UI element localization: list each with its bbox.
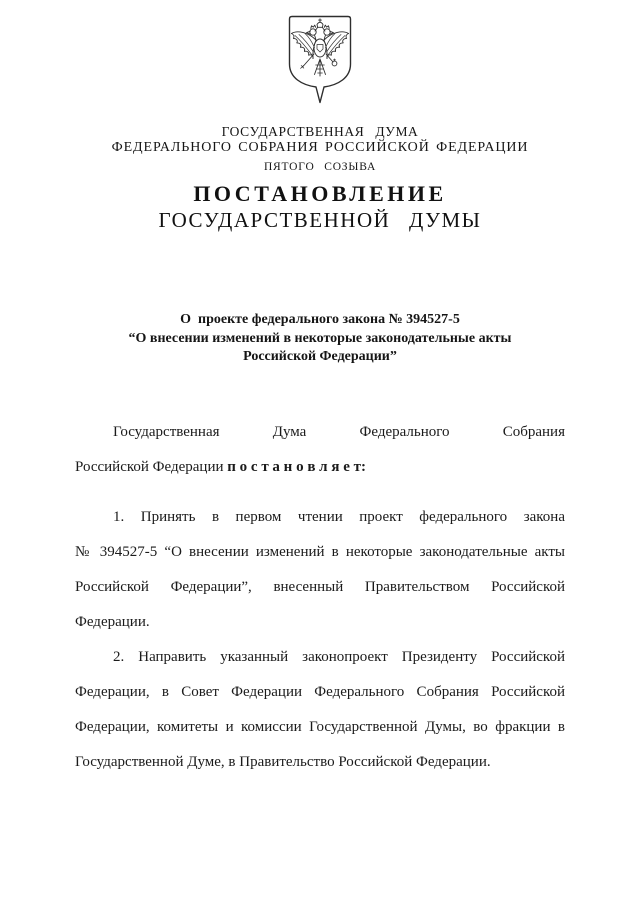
document-title [0, 180, 640, 233]
paragraph-line [75, 535, 565, 570]
document-issuer-title: ГОСУДАРСТВЕННОЙ ДУМЫ [158, 208, 482, 232]
paragraph-line [75, 500, 565, 535]
paragraph-line [75, 605, 565, 640]
body-text: 2. Направить указанный законопроект Президенту Российской [113, 649, 565, 665]
body-text: Федерации, комитеты и комиссии Государственной Думы, во фракции в [75, 719, 565, 735]
org-name-duma: ГОСУДАРСТВЕННАЯ ДУМА [221, 124, 419, 139]
subject-line: Российской Федерации” [243, 349, 397, 364]
body-text: Федерации. [75, 614, 150, 630]
subject-line: О проекте федерального закона № 394527-5 [180, 312, 460, 327]
paragraph [75, 640, 565, 780]
org-convocation: ПЯТОГО СОЗЫВА [263, 161, 377, 173]
org-header [0, 124, 640, 174]
subject-line: “О внесении изменений в некоторые законодательные акты [128, 330, 512, 346]
paragraph-line [75, 710, 565, 745]
paragraph [75, 415, 565, 485]
body-text: Российской Федерации”, внесенный Правительством Российской [75, 579, 565, 595]
org-name-federal-assembly: ФЕДЕРАЛЬНОГО СОБРАНИЯ РОССИЙСКОЙ ФЕДЕРАЦИИ [111, 140, 529, 155]
paragraph-line [75, 675, 565, 710]
document-body [75, 415, 565, 780]
paragraph-line [75, 570, 565, 605]
body-text: 1. Принять в первом чтении проект федерального закона [113, 509, 565, 525]
emphasized-text: п о с т а н о в л я е т: [227, 459, 366, 475]
paragraph [75, 500, 565, 640]
document-type-title: ПОСТАНОВЛЕНИЕ [193, 181, 447, 206]
paragraph-line [75, 640, 565, 675]
body-text: Государственная Дума Федерального Собрания [113, 424, 565, 440]
body-text: № 394527-5 “О внесении изменений в некоторые законодательные акты [75, 544, 565, 560]
body-text: Российской Федерации [75, 459, 228, 475]
paragraph-line [75, 450, 565, 485]
paragraph-line [75, 745, 565, 780]
body-text: Государственной Думе, в Правительство Российской Федерации. [75, 754, 491, 770]
document-subject [0, 311, 640, 367]
coat-of-arms-russia-icon [286, 14, 354, 106]
paragraph-line [75, 415, 565, 450]
body-text: Федерации, в Совет Федерации Федерального Собрания Российской [75, 684, 565, 700]
